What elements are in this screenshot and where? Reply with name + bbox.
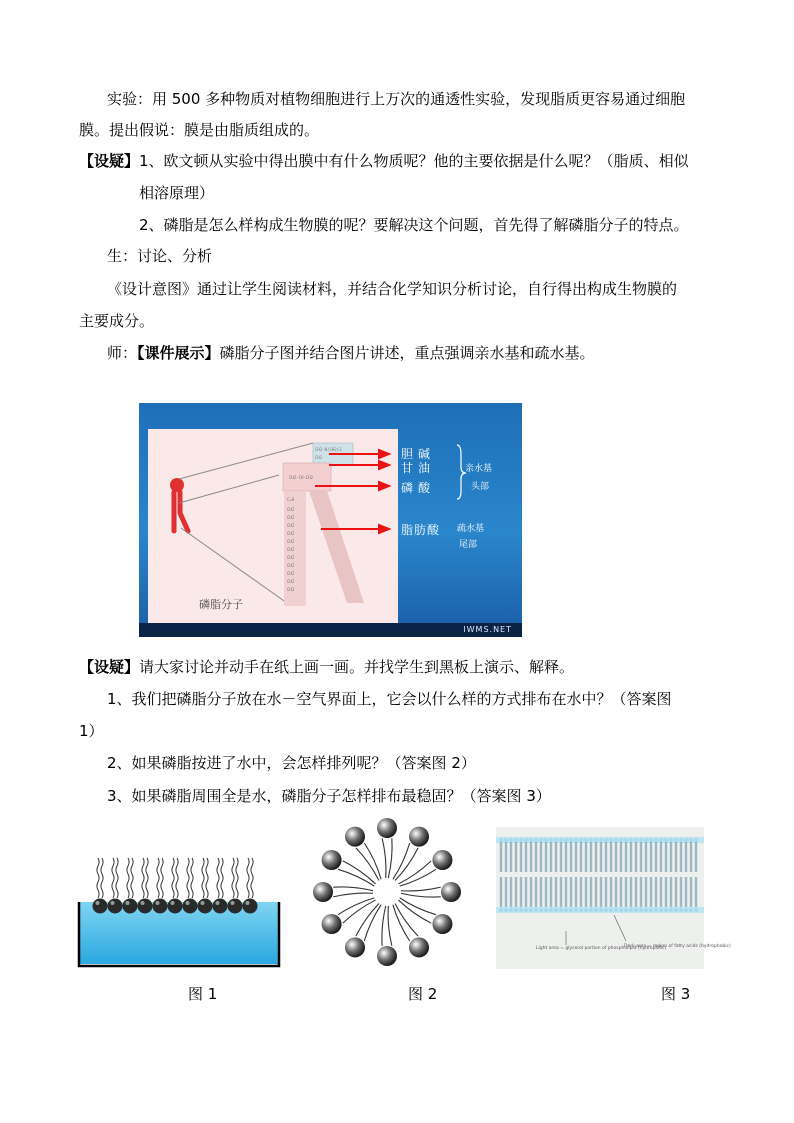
question-tag: 【设疑】 bbox=[79, 152, 140, 170]
svg-text:CH2: CH2 bbox=[287, 539, 295, 544]
figure-2-micelle bbox=[305, 810, 470, 970]
caption-figure-3: 图 3 bbox=[661, 985, 691, 1003]
caption-figure-1: 图 1 bbox=[188, 985, 218, 1003]
question-3 bbox=[79, 656, 574, 678]
svg-text:CH2: CH2 bbox=[287, 563, 295, 568]
svg-text:C=O: C=O bbox=[287, 497, 295, 502]
paragraph-experiment-line2: 膜。提出假说：膜是由脂质组成的。 bbox=[79, 121, 320, 139]
svg-text:CH2: CH2 bbox=[287, 547, 295, 552]
svg-text:CH2-CH-CH2: CH2-CH-CH2 bbox=[289, 475, 314, 480]
svg-text:CH3: CH3 bbox=[287, 587, 295, 592]
caption-figure-2: 图 2 bbox=[408, 985, 438, 1003]
fig3-note-right: Dark area = region of fatty acids (hydrophobic) bbox=[624, 944, 731, 949]
svg-text:CH2: CH2 bbox=[287, 579, 295, 584]
fig3-note-left: Light area = glycerol portion of phospholipid (hydrophilic) bbox=[536, 946, 667, 951]
label-hydrophilic: 亲水基 bbox=[465, 464, 493, 474]
item-3: 3、如果磷脂周围全是水，磷脂分子怎样排布最稳固？（答案图 3） bbox=[107, 787, 551, 805]
paragraph-experiment-line1: 实验：用 500 多种物质对植物细胞进行上万次的通透性实验，发现脂质更容易通过细胞 bbox=[107, 90, 686, 108]
phospholipid-slide bbox=[139, 403, 522, 637]
question-tag-2: 【设疑】 bbox=[79, 658, 140, 676]
item-1-line1: 1、我们把磷脂分子放在水－空气界面上，它会以什么样的方式排布在水中？（答案图 bbox=[107, 690, 672, 708]
figure-1-monolayer bbox=[77, 850, 281, 968]
question-1-line1 bbox=[79, 150, 689, 172]
design-intent-line2: 主要成分。 bbox=[79, 312, 155, 330]
item-1-line2: 1） bbox=[79, 722, 104, 740]
svg-text:CH2: CH2 bbox=[287, 523, 295, 528]
question-3-text: 请大家讨论并动手在纸上画一画。并找学生到黑板上演示、解释。 bbox=[139, 658, 575, 676]
design-intent-line1: 《设计意图》通过让学生阅读材料，并结合化学知识分析讨论，自行得出构成生物膜的 bbox=[107, 280, 678, 298]
svg-text:CH2: CH2 bbox=[287, 531, 295, 536]
svg-text:CH2: CH2 bbox=[315, 455, 323, 460]
courseware-tag: 【课件展示】 bbox=[137, 344, 220, 362]
svg-text:CH2-N(CH3)3: CH2-N(CH3)3 bbox=[315, 447, 342, 452]
figure-tails-icon bbox=[174, 492, 188, 531]
figure-head-icon bbox=[170, 478, 184, 492]
label-choline: 胆碱 bbox=[401, 447, 436, 461]
figure-3-bilayer bbox=[496, 827, 731, 969]
question-2: 2、磷脂是怎么样构成生物膜的呢？要解决这个问题，首先得了解磷脂分子的特点。 bbox=[139, 216, 689, 234]
label-glycerol: 甘油 bbox=[401, 461, 436, 475]
label-phosphate: 磷酸 bbox=[401, 481, 436, 495]
label-hydrophobic: 疏水基 bbox=[457, 524, 485, 534]
svg-text:CH2: CH2 bbox=[287, 507, 295, 512]
label-fatty-acid: 脂肪酸 bbox=[401, 523, 441, 537]
label-tail: 尾部 bbox=[459, 540, 478, 550]
molecule-caption: 磷脂分子 bbox=[199, 598, 243, 611]
slide-brand: IWMS.NET bbox=[463, 625, 512, 634]
teacher-text: 磷脂分子图并结合图片讲述，重点强调亲水基和疏水基。 bbox=[219, 344, 595, 362]
svg-text:CH2: CH2 bbox=[287, 515, 295, 520]
item-2: 2、如果磷脂按进了水中，会怎样排列呢？（答案图 2） bbox=[107, 754, 476, 772]
svg-text:CH2: CH2 bbox=[287, 555, 295, 560]
label-head: 头部 bbox=[471, 482, 490, 492]
question-1-text: 1、欧文顿从实验中得出膜中有什么物质呢？他的主要依据是什么呢？（脂质、相似 bbox=[139, 152, 689, 170]
question-1-line2: 相溶原理） bbox=[139, 184, 215, 202]
svg-text:CH2: CH2 bbox=[287, 571, 295, 576]
phospholipid-diagram bbox=[139, 403, 522, 637]
teacher-prefix: 师： bbox=[107, 344, 138, 362]
student-note: 生：讨论、分析 bbox=[107, 247, 213, 265]
teacher-note bbox=[107, 342, 595, 364]
